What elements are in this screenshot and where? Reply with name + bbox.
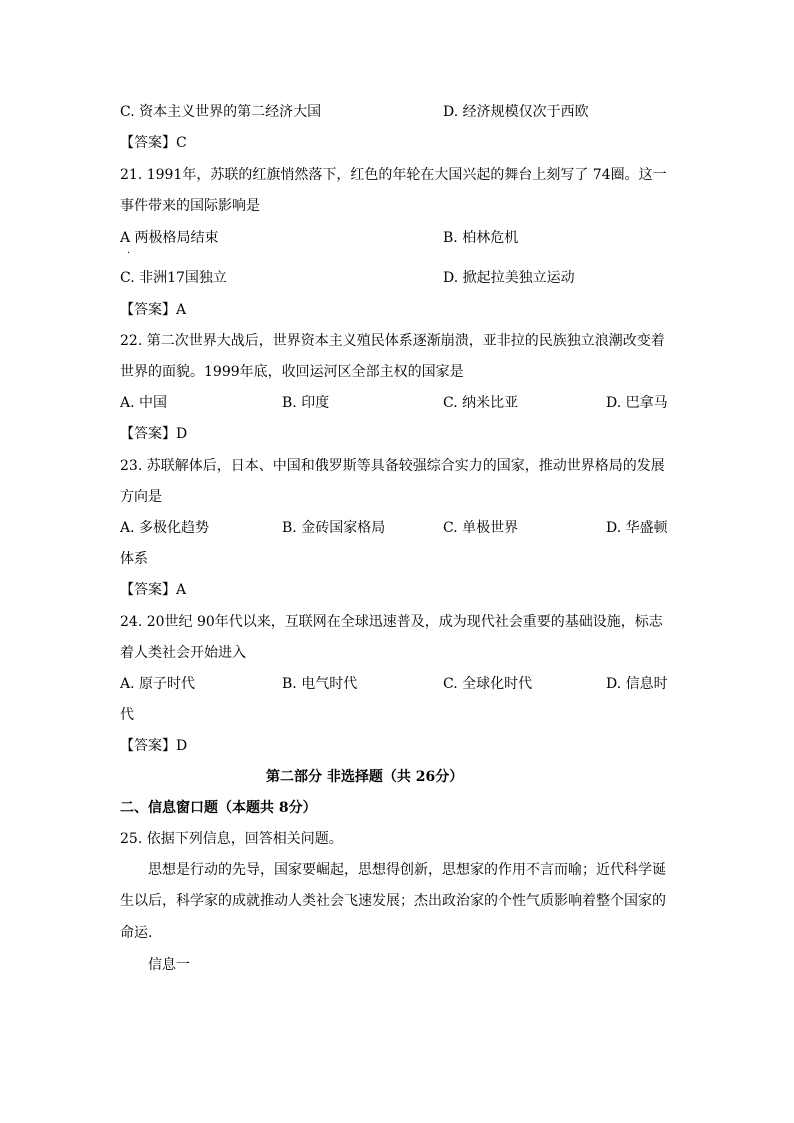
q22-option-a: A. 中国: [120, 395, 168, 411]
q21-option-c: C. 非洲17国独立: [120, 270, 227, 286]
q25-info-one-label: 信息一: [148, 957, 190, 973]
q24-option-a: A. 原子时代: [120, 676, 196, 692]
q21-stem-line1: 21. 1991年，苏联的红旗悄然落下，红色的年轮在大国兴起的舞台上刻写了 74圈。这一: [120, 167, 667, 183]
q24-option-b: B. 电气时代: [282, 676, 358, 692]
q24-stem-line1: 24. 20世纪 90年代以来，互联网在全球迅速普及，成为现代社会重要的基础设施，标志: [120, 614, 663, 630]
section-heading: 二、信息窗口题（本题共 8分）: [120, 800, 317, 816]
q21-answer: 【答案】A: [120, 302, 187, 318]
q24-option-c: C. 全球化时代: [443, 676, 533, 692]
q23-stem-line1: 23. 苏联解体后，日本、中国和俄罗斯等具备较强综合实力的国家，推动世界格局的发展: [120, 458, 665, 474]
q24-answer: 【答案】D: [120, 738, 188, 754]
q22-stem-line1: 22. 第二次世界大战后，世界资本主义殖民体系逐渐崩溃，亚非拉的民族独立浪潮改变着: [120, 333, 665, 349]
q21-option-a: A 两极格局结束: [120, 230, 219, 246]
q22-option-d: D. 巴拿马: [606, 395, 668, 411]
q21-stem-line2: 事件带来的国际影响是: [120, 198, 260, 214]
q20-option-d: D. 经济规模仅次于西欧: [443, 104, 589, 120]
q22-option-c: C. 纳米比亚: [443, 395, 519, 411]
q24-stem-line2: 着人类社会开始进入: [120, 645, 246, 661]
q25-paragraph-line1: 思想是行动的先导，国家要崛起，思想得创新，思想家的作用不言而喻；近代科学诞: [148, 862, 666, 878]
q24-option-d: D. 信息时: [606, 676, 668, 692]
punctuation-dot: ·: [127, 248, 131, 259]
q25-stem: 25. 依据下列信息，回答相关问题。: [120, 831, 343, 847]
q23-option-a: A. 多极化趋势: [120, 520, 210, 536]
q23-option-d: D. 华盛顿: [606, 520, 668, 536]
q20-answer: 【答案】C: [120, 135, 187, 151]
q25-paragraph-line3: 命运.: [120, 925, 153, 941]
q22-stem-line2: 世界的面貌。1999年底，收回运河区全部主权的国家是: [120, 364, 464, 380]
q23-option-d-continued: 体系: [120, 551, 148, 567]
q20-option-c: C. 资本主义世界的第二经济大国: [120, 104, 322, 120]
q21-option-b: B. 柏林危机: [443, 230, 519, 246]
q21-option-d: D. 掀起拉美独立运动: [443, 270, 575, 286]
q22-answer: 【答案】D: [120, 426, 188, 442]
q23-answer: 【答案】A: [120, 582, 187, 598]
q25-paragraph-line2: 生以后，科学家的成就推动人类社会飞速发展；杰出政治家的个性气质影响着整个国家的: [120, 893, 666, 909]
q23-option-b: B. 金砖国家格局: [282, 520, 386, 536]
q24-option-d-continued: 代: [120, 707, 134, 723]
part2-title: 第二部分 非选择题（共 26分）: [266, 769, 464, 785]
q23-option-c: C. 单极世界: [443, 520, 519, 536]
q22-option-b: B. 印度: [282, 395, 330, 411]
q23-stem-line2: 方向是: [120, 489, 162, 505]
